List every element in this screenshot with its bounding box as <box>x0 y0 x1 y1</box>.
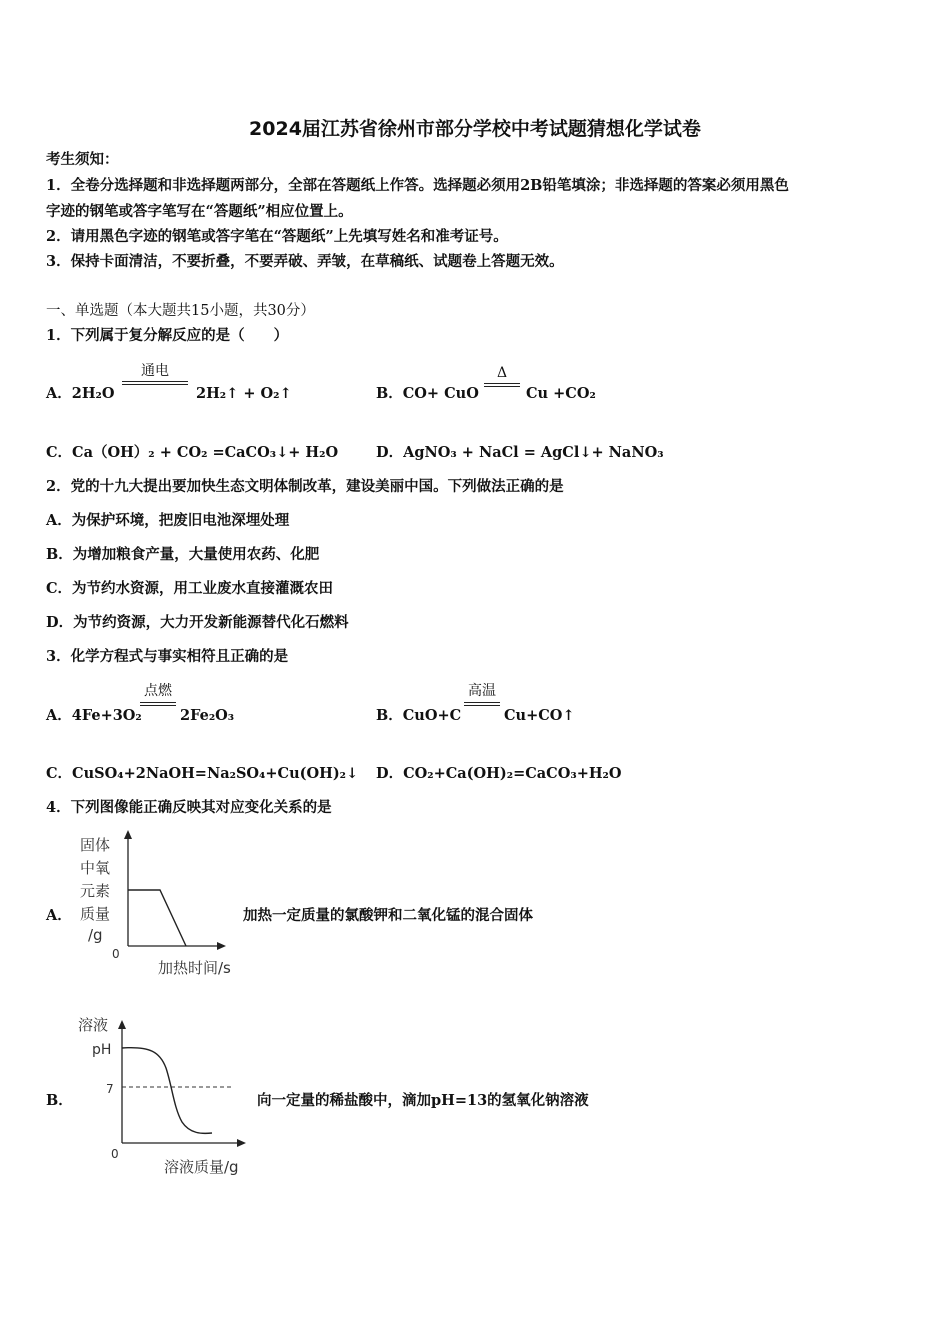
q4-option-a-label: A． <box>46 907 72 924</box>
q1-option-a-product: 2H₂↑ + O₂↑ <box>196 385 292 402</box>
q2-option-d: D．为节约资源，大力开发新能源替代化石燃料 <box>46 614 349 631</box>
section-heading: 一、单选题（本大题共15小题，共30分） <box>46 303 315 319</box>
q2-option-c: C．为节约水资源，用工业废水直接灌溉农田 <box>46 580 334 597</box>
q1-option-a-reactant: A．2H₂O <box>46 385 115 402</box>
graph-a-ylabel-2: 中氧 <box>80 859 111 877</box>
graph-a-curve <box>128 890 186 946</box>
q1-option-b-product: Cu +CO₂ <box>526 385 596 402</box>
graph-a-ylabel-4: 质量 <box>80 905 111 923</box>
notice-heading: 考生须知： <box>46 151 119 168</box>
q4-option-a-text: 加热一定质量的氯酸钾和二氧化锰的混合固体 <box>243 907 533 924</box>
q3-option-a-product: 2Fe₂O₃ <box>180 707 235 724</box>
graph-b-curve <box>122 1048 212 1134</box>
equation-line <box>140 705 176 706</box>
graph-a-ylabel-3: 元素 <box>80 882 111 900</box>
graph-b-y-arrow <box>118 1020 126 1029</box>
q1-option-b-reactant: B．CO+ CuO <box>376 385 479 402</box>
q2-option-b: B．为增加粮食产量，大量使用农药、化肥 <box>46 546 320 563</box>
equation-line <box>484 386 520 387</box>
q3-option-c: C．CuSO₄+2NaOH=Na₂SO₄+Cu(OH)₂↓ <box>46 765 359 782</box>
graph-b-ylabel-2: pH <box>92 1042 112 1058</box>
q3-option-b-product: Cu+CO↑ <box>504 707 575 724</box>
graph-b-tick-7: 7 <box>106 1082 114 1096</box>
q2-option-a: A．为保护环境，把废旧电池深埋处理 <box>46 512 290 529</box>
notice-line-1a: 1．全卷分选择题和非选择题两部分，全部在答题纸上作答。选择题必须用2B铅笔填涂；非选择题的答案必须用黑色 <box>46 177 789 194</box>
q4-option-b-graph <box>74 1012 264 1180</box>
q3-option-b-reactant: B．CuO+C <box>376 707 462 724</box>
q1-stem: 1．下列属于复分解反应的是（ ） <box>46 327 289 344</box>
q4-option-a-graph <box>74 828 254 980</box>
q1-option-d: D．AgNO₃ + NaCl = AgCl↓+ NaNO₃ <box>376 444 664 461</box>
equation-line <box>464 705 500 706</box>
q3-option-a-reactant: A．4Fe+3O₂ <box>46 707 142 724</box>
q3-option-b-condition: 高温 <box>468 683 496 699</box>
q2-stem: 2．党的十九大提出要加快生态文明体制改革，建设美丽中国。下列做法正确的是 <box>46 478 564 495</box>
graph-b-xlabel: 溶液质量/g <box>164 1158 239 1176</box>
graph-a-y-arrow <box>124 830 132 839</box>
q1-option-a-condition: 通电 <box>141 363 169 379</box>
notice-line-1b: 字迹的钢笔或答字笔写在“答题纸”相应位置上。 <box>46 203 353 220</box>
graph-a-ylabel-5: /g <box>88 926 103 944</box>
q1-option-b-condition: Δ <box>496 365 508 381</box>
q4-option-b-label: B． <box>46 1092 73 1109</box>
equation-line <box>140 702 176 703</box>
graph-a-x-arrow <box>217 942 226 950</box>
equation-line <box>122 384 188 385</box>
notice-line-3: 3．保持卡面清洁，不要折叠，不要弄破、弄皱，在草稿纸、试题卷上答题无效。 <box>46 253 564 270</box>
q4-stem: 4．下列图像能正确反映其对应变化关系的是 <box>46 799 332 816</box>
q3-option-a-condition: 点燃 <box>144 683 172 699</box>
graph-a-ylabel-1: 固体 <box>80 836 111 854</box>
graph-a-xlabel: 加热时间/s <box>158 959 231 977</box>
graph-b-origin: 0 <box>111 1147 119 1161</box>
graph-b-ylabel-1: 溶液 <box>78 1016 109 1034</box>
equation-line <box>464 702 500 703</box>
graph-a-origin: 0 <box>112 947 120 961</box>
q3-stem: 3．化学方程式与事实相符且正确的是 <box>46 648 289 665</box>
q1-option-c: C．Ca（OH）₂ + CO₂ =CaCO₃↓+ H₂O <box>46 444 339 461</box>
graph-b-x-arrow <box>237 1139 246 1147</box>
notice-line-2: 2．请用黑色字迹的钢笔或答字笔在“答题纸”上先填写姓名和准考证号。 <box>46 228 508 245</box>
q4-option-b-text: 向一定量的稀盐酸中，滴加pH=13的氢氧化钠溶液 <box>257 1092 589 1109</box>
q3-option-d: D．CO₂+Ca(OH)₂=CaCO₃+H₂O <box>376 765 622 782</box>
equation-line <box>484 383 520 384</box>
equation-line <box>122 381 188 382</box>
page-title: 2024届江苏省徐州市部分学校中考试题猜想化学试卷 <box>249 118 701 140</box>
